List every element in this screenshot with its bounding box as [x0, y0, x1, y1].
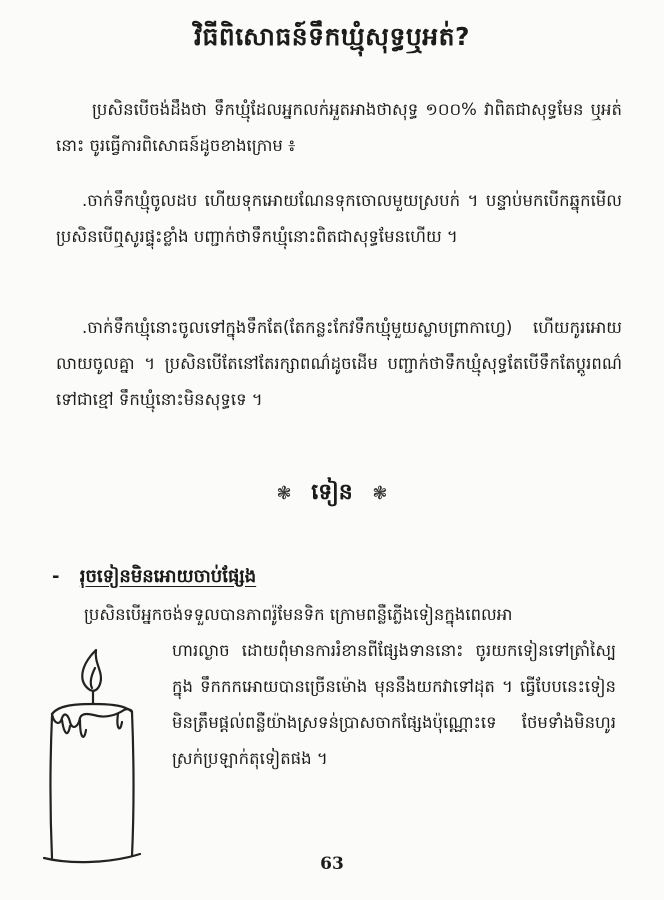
- section-heading-text: ទៀន: [311, 480, 353, 505]
- test-method-1-paragraph: .ចាក់ទឹកឃ្មុំចូលដប ហើយទុកអោយណែនទុកចោលមួយស្របក់ ។ បន្ទាប់មកបើកឆ្នុកមើលប្រសិនបើឮសូរផ្ទុះខ្លាំង បញ្ជាក់ថាទឹកឃ្មុំនោះពិតជាសុទ្ធមែនហើយ ។: [56, 191, 622, 246]
- tip-heading: [52, 564, 256, 591]
- section-heading: [0, 478, 664, 510]
- candle-icon: [38, 642, 150, 870]
- bullet-dash: -: [52, 566, 60, 587]
- intro-paragraph: ប្រសិនបើចង់ដឹងថា ទឹកឃ្មុំដែលអ្នកលក់អួតអាងថាសុទ្ធ ១០០% វាពិតជាសុទ្ធមែន ឬអត់នោះ ចូរធ្វើការពិសោធន៍ដូចខាងក្រោម ៖: [56, 100, 622, 155]
- page-number: 63: [320, 854, 344, 874]
- test-method-2-paragraph: .ចាក់ទឹកឃ្មុំនោះចូលទៅក្នុងទឹកតែ(តែកន្លះកែវទឹកឃ្មុំមួយស្លាបព្រាកាហ្វេ) ហើយកូរអោយលាយចូលគ្នា ។ ប្រសិនបើតែនៅតែរក្សាពណ៌ដូចដើម បញ្ជាក់ថាទឹកឃ្មុំសុទ្ធតែបើទឹកតែប្តូរពណ៌ទៅជាខ្មៅ ទឹកឃ្មុំនោះមិនសុទ្ធទេ ។: [56, 318, 622, 409]
- flower-star-icon: ❃: [372, 483, 388, 504]
- flower-star-icon: ❃: [276, 483, 292, 504]
- tip-body-text: ហារល្ងាច ដោយពុំមានការរំខានពីផ្សែងទាននោះ ចូរយកទៀនទៅត្រាំស្បៃក្នុង ទឹកកកអោយបានច្រើនម៉ោង មុននឹងយកវាទៅដុត ។ ធ្វើបែបនេះទៀនមិនត្រឹមផ្តល់ពន្លឺយ៉ាងស្រទន់ប្រាសចាកផ្សែងប៉ុណ្ណោះទេ ថែមទាំងមិនហូរស្រក់ប្រឡាក់តុទៀតផង ។: [172, 641, 616, 768]
- tip-first-line: ប្រសិនបើអ្នកចង់ទទួលបានភាពរ៉ូមែនទិក ក្រោមពន្លឺភ្លើងទៀនក្នុងពេលអា: [84, 605, 513, 624]
- tip-heading-text: រុចទៀនមិនអោយចាប់ផ្សែង: [79, 566, 257, 587]
- page-title: វិធីពិសោធន៍ទឹកឃ្មុំសុទ្ធឬអត់?: [194, 22, 470, 51]
